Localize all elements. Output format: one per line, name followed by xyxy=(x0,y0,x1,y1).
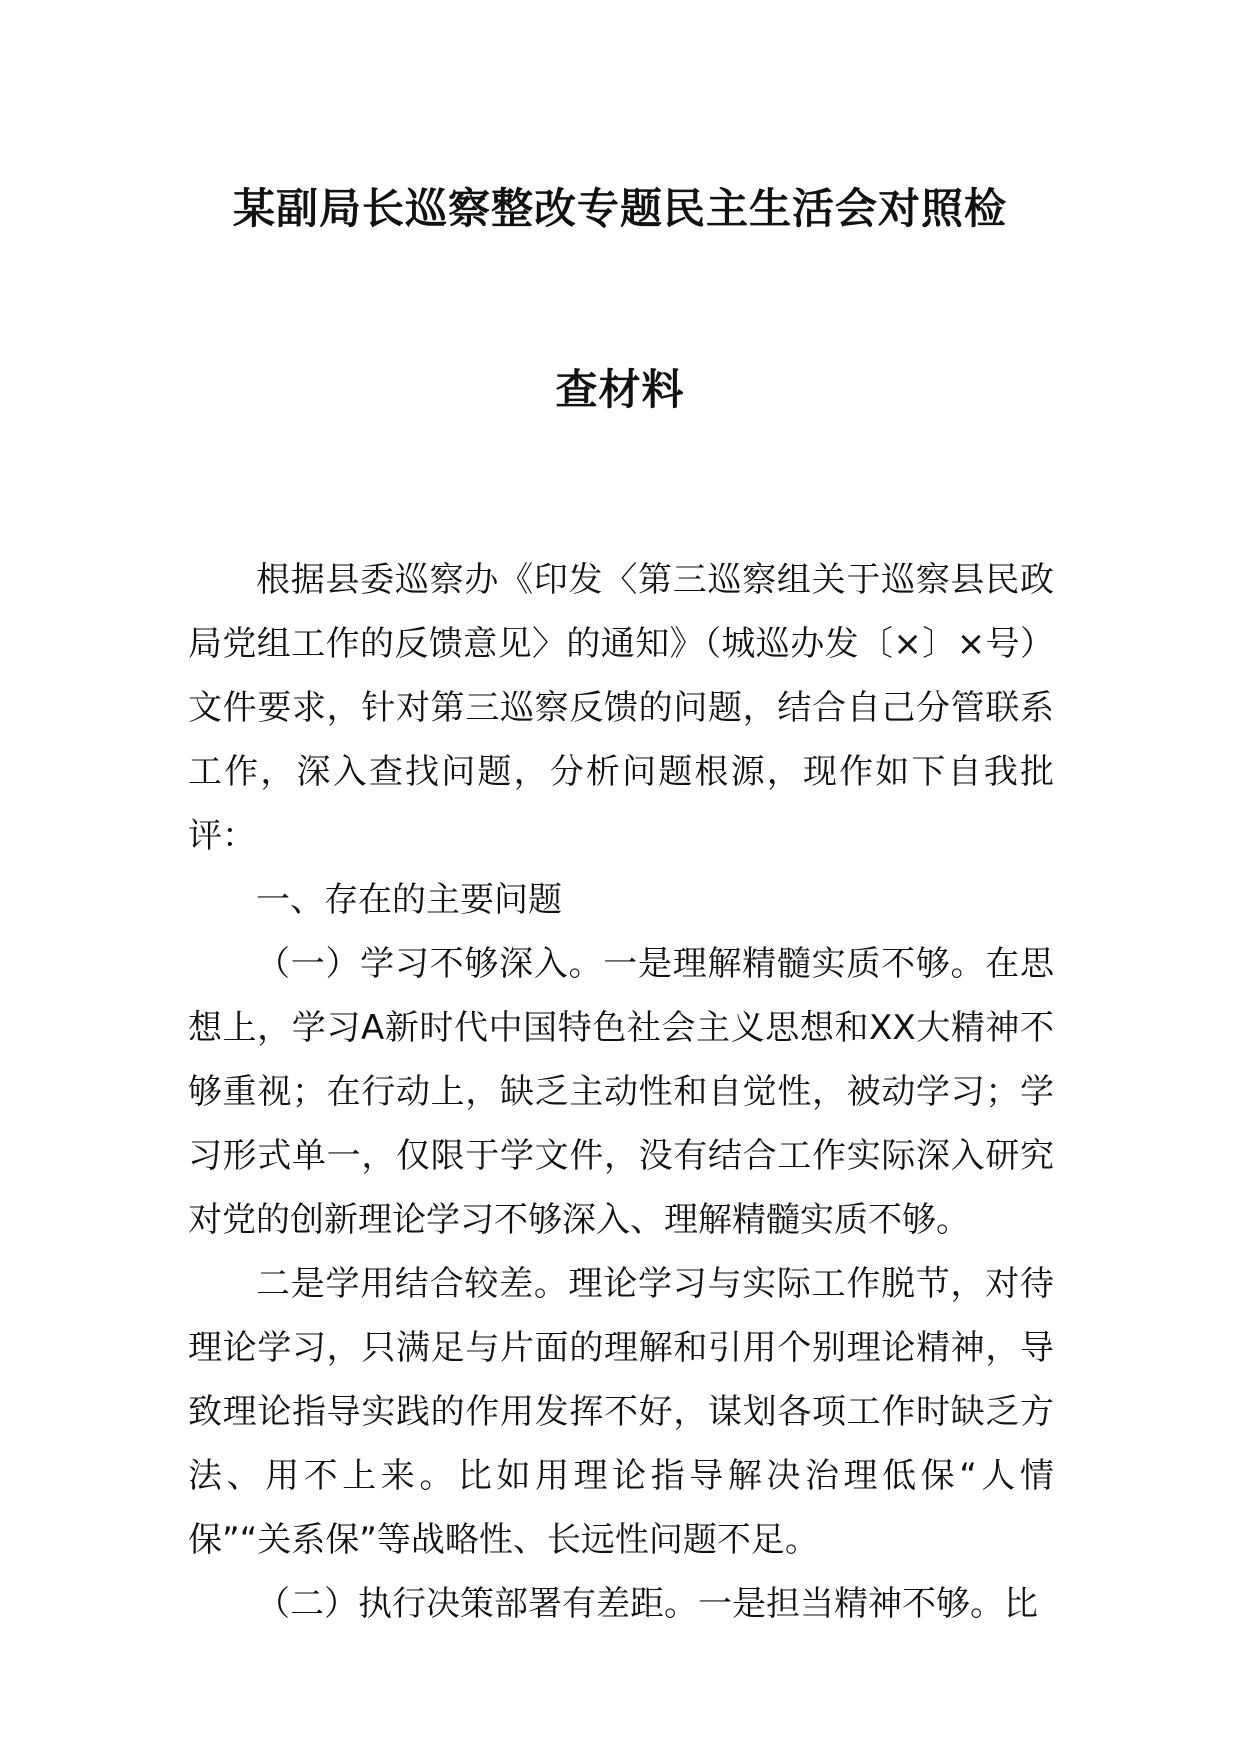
paragraph-study-not-deep: （一）学习不够深入。一是理解精髓实质不够。在思想上，学习A新时代中国特色社会主义思想和XX大精神不够重视；在行动上，缺乏主动性和自觉性，被动学习；学习形式单一，仅限于学文件，没有结合工作实际深入研究对党的创新理论学习不够深入、理解精髓实质不够。 xyxy=(188,944,1054,1240)
paragraph-execution-gap: （二）执行决策部署有差距。一是担当精神不够。比 xyxy=(256,1584,1038,1624)
section-heading-main-problems: 一、存在的主要问题 xyxy=(256,880,562,920)
document-title-line-2: 查材料 xyxy=(555,365,685,414)
paragraph-intro: 根据县委巡察办《印发〈第三巡察组关于巡察县民政局党组工作的反馈意见〉的通知》（城巡办发〔×〕×号）文件要求，针对第三巡察反馈的问题，结合自己分管联系工作，深入查找问题，分析问题根源，现作如下自我批评： xyxy=(188,560,1054,856)
document-title-line-1: 某副局长巡察整改专题民主生活会对照检 xyxy=(232,184,1007,233)
paragraph-study-application: 二是学用结合较差。理论学习与实际工作脱节，对待理论学习，只满足与片面的理解和引用个别理论精神，导致理论指导实践的作用发挥不好，谋划各项工作时缺乏方法、用不上来。比如用理论指导解决治理低保“人情保”“关系保”等战略性、长远性问题不足。 xyxy=(188,1264,1054,1560)
document-body xyxy=(188,548,1054,1636)
